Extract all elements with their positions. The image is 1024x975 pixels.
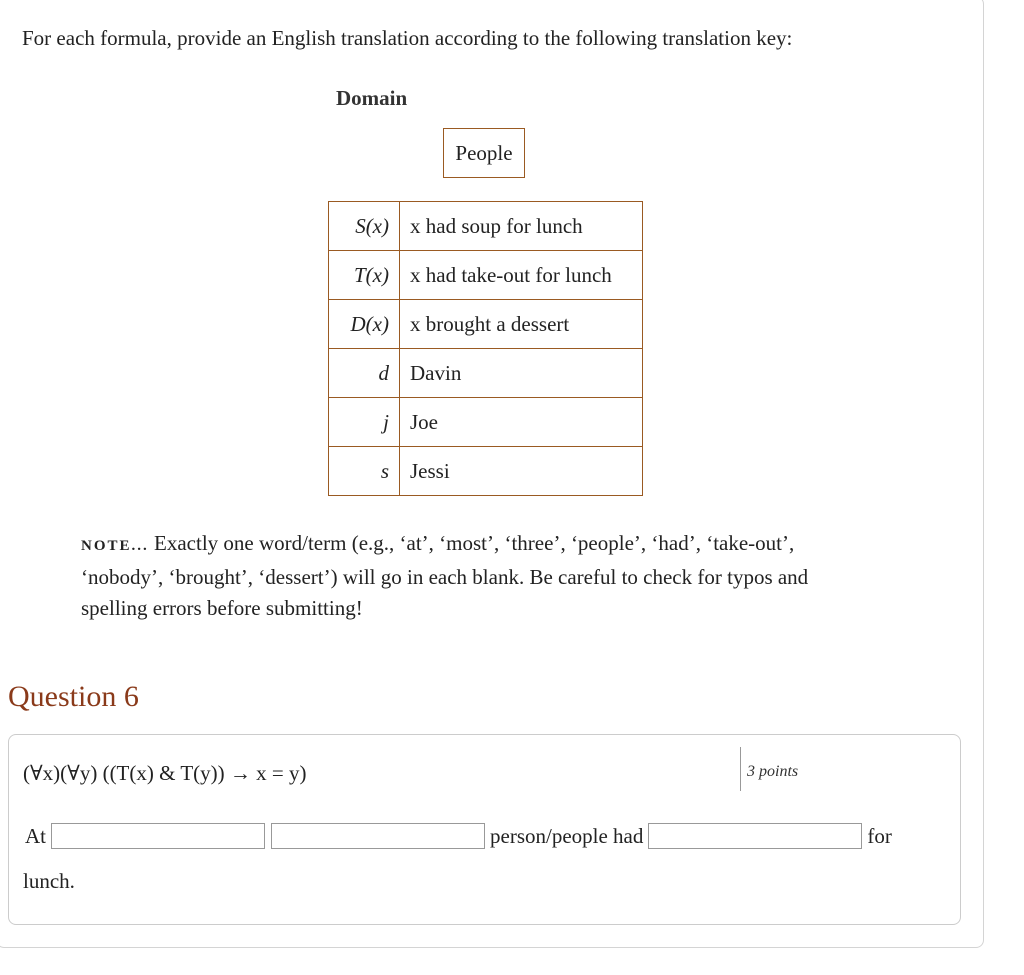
key-symbol: S(x) <box>329 202 400 251</box>
answer-text-at: At <box>25 823 46 848</box>
key-meaning: x had soup for lunch <box>400 202 643 251</box>
table-row <box>329 398 643 447</box>
table-row <box>329 349 643 398</box>
domain-value: People <box>443 128 525 178</box>
key-meaning: Davin <box>400 349 643 398</box>
table-row <box>329 251 643 300</box>
key-symbol: s <box>329 447 400 496</box>
key-meaning: x had take-out for lunch <box>400 251 643 300</box>
points-label: 3 points <box>747 763 799 780</box>
note-text <box>81 528 861 624</box>
key-symbol: T(x) <box>329 251 400 300</box>
answer-text-for: for <box>867 823 892 848</box>
question-title: Question 6 <box>8 680 139 713</box>
table-row <box>329 447 643 496</box>
key-meaning: Joe <box>400 398 643 447</box>
answer-blank-2[interactable] <box>271 823 485 849</box>
question-box <box>8 734 961 925</box>
key-symbol: j <box>329 398 400 447</box>
answer-text-lunch: lunch. <box>23 869 75 893</box>
note-prefix: NOTE... <box>81 538 149 554</box>
points-divider <box>740 747 741 791</box>
key-meaning: x brought a dessert <box>400 300 643 349</box>
key-symbol: d <box>329 349 400 398</box>
question-formula: (∀x)(∀y) ((T(x) & T(y)) → x = y) <box>23 761 307 785</box>
note-body: Exactly one word/term (e.g., ‘at’, ‘most’, ‘three’, ‘people’, ‘had’, ‘take-out’, ‘nobody’, ‘brought’, ‘dessert’) will go in each blank. Be careful to check for typos and spelling errors before submitting! <box>81 531 809 620</box>
answer-text-person-had: person/people had <box>490 823 644 848</box>
answer-blank-1[interactable] <box>51 823 265 849</box>
translation-key-table <box>328 201 643 496</box>
domain-label: Domain <box>336 86 408 110</box>
key-meaning: Jessi <box>400 447 643 496</box>
answer-blank-3[interactable] <box>648 823 862 849</box>
answer-sentence <box>23 823 894 849</box>
key-symbol: D(x) <box>329 300 400 349</box>
table-row <box>329 202 643 251</box>
instructions-text: For each formula, provide an English translation according to the following translation key: <box>22 26 793 50</box>
table-row <box>329 300 643 349</box>
